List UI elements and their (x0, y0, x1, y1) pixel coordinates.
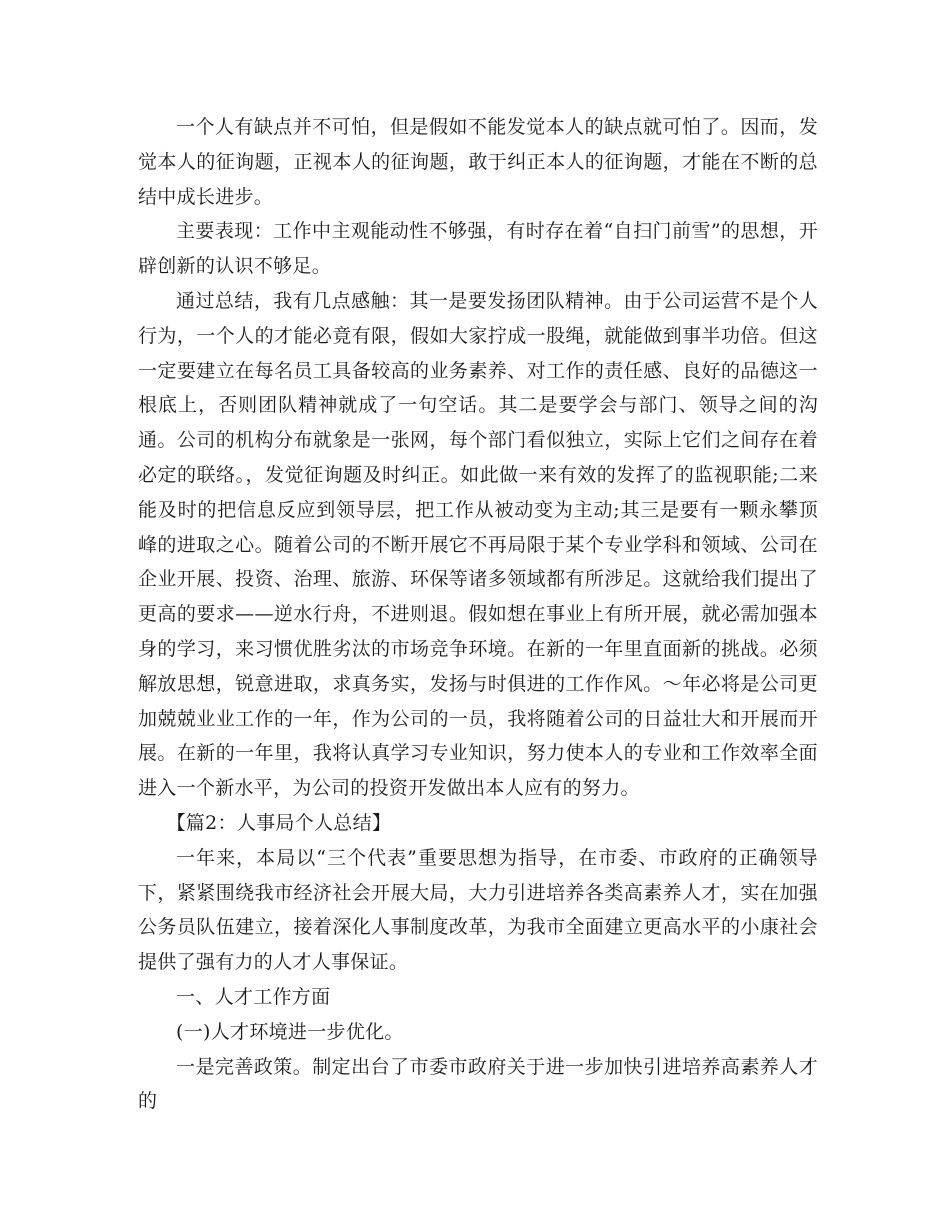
subheading-talent-environment: (一)人才环境进一步优化。 (176, 1020, 404, 1043)
paragraph-bureau-overview: 一年来，本局以“三个代表”重要思想为指导，在市委、市政府的正确领导下，紧紧围绕我市经济社会开展大局，大力引进培养各类高素养人才，实在加强公务员队伍建立，接着深化人事制度改革，为我市全面建立更高水平的小康社会提供了强有力的人才人事保证。 (138, 846, 818, 974)
subheading-talent-work: 一、人才工作方面 (176, 985, 331, 1008)
paragraph-improve-policy: 一是完善政策。制定出台了市委市政府关于进一步加快引进培养高素养人才的 (138, 1055, 818, 1113)
paragraph-main-issues: 主要表现：工作中主观能动性不够强，有时存在着“自扫门前雪”的思想，开辟创新的认识不够足。 (138, 220, 818, 278)
paragraph-summary-insights: 通过总结，我有几点感触：其一是要发扬团队精神。由于公司运营不是个人行为，一个人的才能必竟有限，假如大家拧成一股绳，就能做到事半功倍。但这一定要建立在每名员工具备较高的业务素养、对工作的责任感、良好的品德这一根底上，否则团队精神就成了一句空话。其二是要学会与部门、领导之间的沟通。公司的机构分布就象是一张网，每个部门看似独立，实际上它们之间存在着必定的联络。，发觉征询题及时纠正。如此做一来有效的发挥了的监视职能;二来能及时的把信息反应到领导层，把工作从被动变为主动;其三是要有一颗永攀顶峰的进取之心。随着公司的不断开展它不再局限于某个专业学科和领域、公司在企业开展、投资、治理、旅游、环保等诸多领域都有所涉足。这就给我们提出了更高的要求——逆水行舟，不进则退。假如想在事业上有所开展，就必需加强本身的学习，来习惯优胜劣汰的市场竞争环境。在新的一年里直面新的挑战。必须解放思想，锐意进取，求真务实，发扬与时俱进的工作作风。～年必将是公司更加兢兢业业工作的一年，作为公司的一员，我将随着公司的日益壮大和开展而开展。在新的一年里，我将认真学习专业知识，努力使本人的专业和工作效率全面进入一个新水平，为公司的投资开发做出本人应有的努力。 (138, 289, 818, 800)
document-page (138, 110, 818, 1119)
paragraph-self-reflection: 一个人有缺点并不可怕，但是假如不能发觉本人的缺点就可怕了。因而，发觉本人的征询题，正视本人的征询题，敢于纠正本人的征询题，才能在不断的总结中成长进步。 (138, 116, 818, 208)
section-heading-part2: 【篇2：人事局个人总结】 (166, 811, 392, 834)
